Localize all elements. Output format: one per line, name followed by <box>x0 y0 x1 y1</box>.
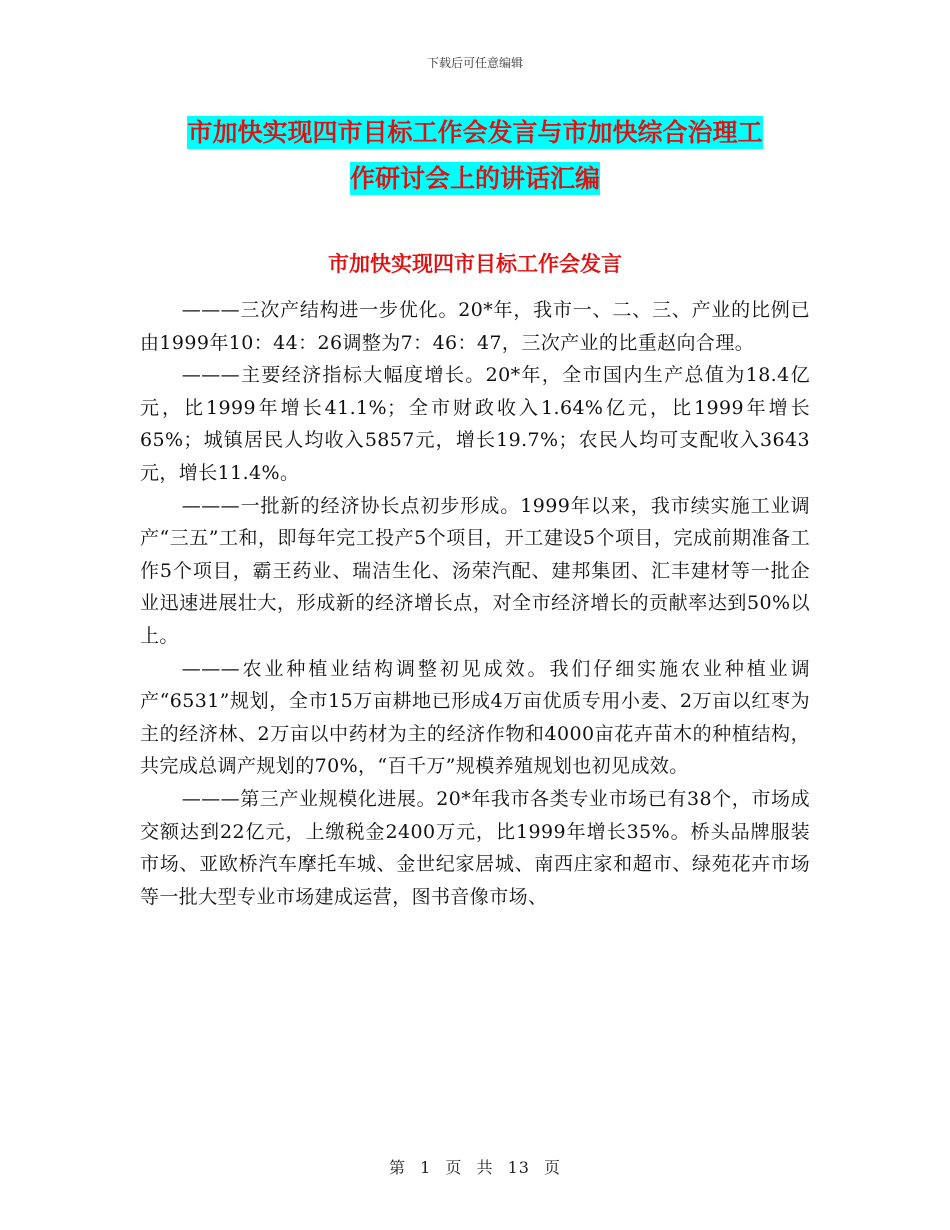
paragraph: ———一批新的经济协长点初步形成。1999年以来，我市续实施工业调产“三五”工和，即每年完工投产5个项目，开工建设5个项目，完成前期准备工作5个项目，霸王药业、瑞洁生化、汤荣汽配、建邦集团、汇丰建材等一批企业迅速进展壮大，形成新的经济增长点，对全市经济增长的贡献率达到50%以上。 <box>140 494 810 647</box>
footer-total-pages: 13 <box>507 1158 530 1177</box>
paragraph: ———主要经济指标大幅度增长。20*年，全市国内生产总值为18.4亿元，比1999年增长41.1%；全市财政收入1.64%亿元，比1999年增长65%；城镇居民人均收入5857元，增长19.7%；农民人均可支配收入3643元，增长11.4%。 <box>140 364 810 484</box>
footer-total-prefix: 共 <box>476 1158 494 1177</box>
document-title-line-1 <box>0 110 950 156</box>
footer-page-mid: 页 <box>445 1158 463 1177</box>
section-title: 市加快实现四市目标工作会发言 <box>328 251 622 276</box>
title-highlight-1: 市加快实现四市目标工作会发言与市加快综合治理工 <box>187 118 763 147</box>
paragraph: ———三次产结构进一步优化。20*年，我市一、二、三、产业的比例已由1999年10：44：26调整为7：46：47，三次产业的比重赵向合理。 <box>140 299 810 354</box>
page-footer <box>0 1155 950 1178</box>
paragraph: ———农业种植业结构调整初见成效。我们仔细实施农业种植业调产“6531”规划，全市15万亩耕地已形成4万亩优质专用小麦、2万亩以红枣为主的经济林、2万亩以中药材为主的经济作物和4000亩花卉苗木的种植结构，共完成总调产规划的70%，“百千万”规模养殖规划也初见成效。 <box>140 657 810 778</box>
document-body <box>140 294 810 913</box>
footer-page-suffix: 页 <box>544 1158 562 1177</box>
footer-page-number: 1 <box>420 1158 432 1177</box>
document-title-line-2 <box>0 156 950 202</box>
document-title <box>0 110 950 202</box>
footer-page-prefix: 第 <box>388 1158 406 1177</box>
page-header-note: 下载后可任意编辑 <box>426 56 523 70</box>
paragraph: ———第三产业规模化进展。20*年我市各类专业市场已有38个，市场成交额达到22亿元，上缴税金2400万元，比1999年增长35%。桥头品牌服装市场、亚欧桥汽车摩托车城、金世纪家居城、南西庄家和超市、绿苑花卉市场等一批大型专业市场建成运营，图书音像市场、 <box>140 787 810 908</box>
title-highlight-2: 作研讨会上的讲话汇编 <box>349 164 600 193</box>
